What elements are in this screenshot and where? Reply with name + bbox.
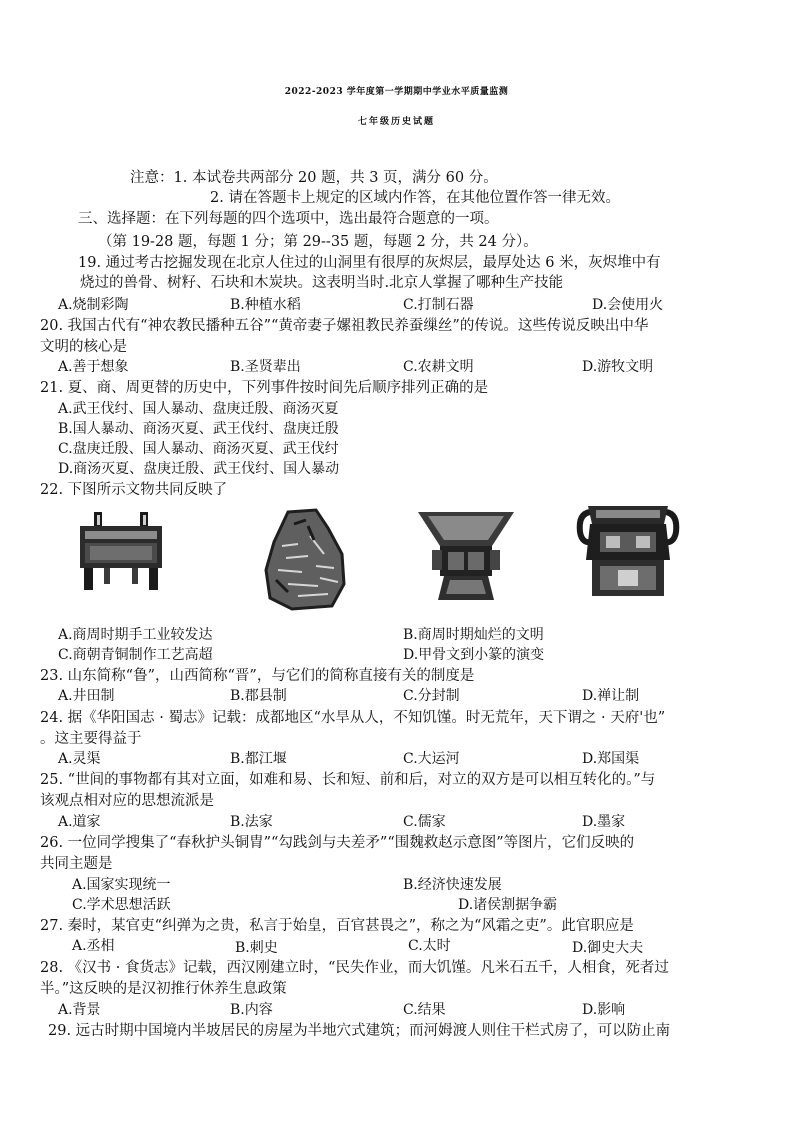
note-2: 2. 请在答题卡上规定的区域内作答，在其他位置作答一律无效。 (210, 190, 620, 206)
q26-option-d: D.诸侯割据争霸 (458, 897, 558, 913)
q20-stem-line2: 文明的核心是 (40, 339, 127, 355)
bronze-pot-image (574, 500, 682, 602)
note-1: 注意：1. 本试卷共两部分 20 题，共 3 页，满分 60 分。 (130, 170, 498, 186)
q28-option-b: B.内容 (230, 1002, 273, 1018)
q20-option-c: C.农耕文明 (403, 359, 474, 375)
q27-option-d: D.御史大夫 (572, 940, 644, 956)
q28-stem-line2: 半。”这反映的是汉初推行休养生息政策 (40, 981, 287, 997)
q26-option-c: C.学术思想活跃 (72, 897, 171, 913)
q23-option-b: B.郡县制 (230, 688, 287, 704)
q20-option-b: B.圣贤辈出 (230, 359, 301, 375)
q19-stem-line2: 烧过的兽骨、树籽、石块和木炭块。这表明当时.北京人掌握了哪种生产技能 (80, 275, 564, 291)
q25-stem-line2: 该观点相对应的思想流派是 (40, 793, 214, 809)
q28-stem-line1: 28. 《汉书 · 食货志》记载，西汉刚建立时，“民失作业，而大饥馑。凡米石五千，人相食，死者过 (40, 960, 669, 976)
q24-option-b: B.都江堰 (230, 751, 287, 767)
q27-stem: 27. 秦时，某官吏“纠弹为之贵，私言于始皇，百官甚畏之”，称之为“风霜之吏”。此官职应是 (40, 918, 634, 934)
q21-option-a: A.武王伐纣、国人暴动、盘庚迁殷、商汤灭夏 (58, 401, 339, 417)
q24-stem-line2: 。这主要得益于 (40, 731, 142, 747)
q21-option-c: C.盘庚迁殷、国人暴动、商汤灭夏、武王伐纣 (58, 441, 339, 457)
q26-option-b: B.经济快速发展 (403, 877, 502, 893)
q19-option-a: A.烧制彩陶 (58, 297, 129, 313)
q19-option-d: D.会使用火 (592, 297, 664, 313)
q23-option-a: A.井田制 (58, 688, 115, 704)
q22-stem: 22. 下图所示文物共同反映了 (40, 482, 228, 498)
q19-option-b: B.种植水稻 (230, 297, 301, 313)
q24-stem-line1: 24. 据《华阳国志 · 蜀志》记载：成都地区“水旱从人，不知饥馑。时无荒年，天下谓之 · 天府'也” (40, 710, 666, 726)
exam-title: 2022-2023 学年度第一学期期中学业水平质量监测 (284, 87, 509, 97)
bronze-zun-image (414, 508, 518, 602)
oracle-bone-image (258, 506, 350, 612)
q29-stem-line1: 29. 远古时期中国境内半坡居民的房屋为半地穴式建筑；而河姆渡人则住干栏式房了，可以防止南 (48, 1023, 671, 1039)
q19-stem-line1: 19. 通过考古挖掘发现在北京人住过的山洞里有很厚的灰烬层，最厚处达 6 米，灰烬堆中有 (78, 255, 661, 271)
section-heading: 三、选择题：在下列每题的四个选项中，选出最符合题意的一项。 (78, 211, 499, 227)
q28-option-a: A.背景 (58, 1002, 101, 1018)
q25-option-c: C.儒家 (403, 814, 446, 830)
q27-option-a: A.丞相 (72, 938, 115, 954)
q27-option-b: B.刺史 (235, 940, 278, 956)
q24-option-a: A.灵渠 (58, 751, 101, 767)
q21-option-d: D.商汤灭夏、盘庚迁殷、武王伐纣、国人暴动 (58, 461, 340, 477)
q23-option-d: D.禅让制 (582, 688, 640, 704)
q26-option-a: A.国家实现统一 (72, 877, 171, 893)
q28-option-d: D.影响 (582, 1002, 626, 1018)
q25-option-a: A.道家 (58, 814, 101, 830)
q25-option-b: B.法家 (230, 814, 273, 830)
q20-stem-line1: 20. 我国古代有“神农教民播种五谷”“黄帝妻子嫘祖教民养蚕缫丝”的传说。这些传说反映出中华 (40, 318, 649, 334)
q19-option-c: C.打制石器 (403, 297, 474, 313)
q21-option-b: B.国人暴动、商汤灭夏、武王伐纣、盘庚迁殷 (58, 421, 339, 437)
q20-option-a: A.善于想象 (58, 359, 129, 375)
q25-option-d: D.墨家 (582, 814, 626, 830)
q22-option-a: A.商周时期手工业较发达 (58, 627, 213, 643)
section-scoring: （第 19-28 题，每题 1 分；第 29--35 题，每题 2 分，共 24 分）。 (98, 234, 538, 250)
q26-stem-line1: 26. 一位同学搜集了“春秋护头铜胄”“勾践剑与夫差矛”“围魏救赵示意图”等图片，它们反映的 (40, 835, 635, 851)
q22-option-b: B.商周时期灿烂的文明 (403, 627, 544, 643)
q23-stem: 23. 山东简称“鲁”，山西简称“晋”，与它们的简称直接有关的制度是 (40, 668, 475, 684)
bronze-ding-image (72, 506, 170, 592)
q23-option-c: C.分封制 (403, 688, 460, 704)
q24-option-d: D.郑国渠 (582, 751, 640, 767)
q22-option-d: D.甲骨文到小篆的演变 (403, 647, 545, 663)
q20-option-d: D.游牧文明 (582, 359, 654, 375)
q22-option-c: C.商朝青铜制作工艺高超 (58, 647, 213, 663)
q26-stem-line2: 共同主题是 (40, 856, 113, 872)
q25-stem-line1: 25. “世间的事物都有其对立面，如难和易、长和短、前和后，对立的双方是可以相互转化的。”与 (40, 772, 656, 788)
q27-option-c: C.太时 (408, 938, 451, 954)
exam-subtitle: 七年级历史试题 (357, 117, 435, 127)
q28-option-c: C.结果 (403, 1002, 446, 1018)
q24-option-c: C.大运河 (403, 751, 460, 767)
q21-stem: 21. 夏、商、周更替的历史中，下列事件按时间先后顺序排列正确的是 (40, 380, 489, 396)
